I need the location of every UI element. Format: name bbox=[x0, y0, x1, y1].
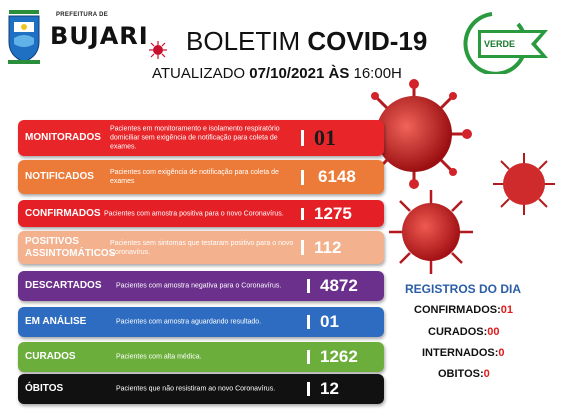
virus-bottom-icon bbox=[385, 186, 477, 278]
stat-description: Pacientes com alta médica. bbox=[116, 353, 202, 361]
registro-obitos: OBITOS:0 bbox=[438, 368, 490, 380]
logo-prefeitura-text: PREFEITURA DE bbox=[56, 12, 109, 18]
stat-description: Pacientes com amostra positiva para o novo Coronavírus. bbox=[104, 210, 284, 217]
stat-row-3 bbox=[18, 200, 384, 227]
stat-value: 6148 bbox=[318, 167, 356, 186]
stat-divider bbox=[307, 279, 310, 293]
virus-small-icon bbox=[148, 40, 168, 60]
title-main: COVID-19 bbox=[307, 26, 428, 56]
stat-label: CONFIRMADOS bbox=[25, 207, 101, 219]
logo-city-text: BUJARI bbox=[50, 22, 149, 50]
stat-divider bbox=[301, 208, 304, 220]
stat-divider bbox=[301, 170, 304, 185]
status-flag-label: VERDE bbox=[484, 39, 516, 49]
page-title bbox=[186, 26, 427, 57]
coat-of-arms-icon bbox=[6, 8, 42, 66]
stat-divider bbox=[307, 315, 310, 329]
stat-divider bbox=[307, 382, 310, 396]
title-prefix: BOLETIM bbox=[186, 26, 301, 56]
stat-value: 1275 bbox=[314, 203, 352, 223]
stat-label: ÓBITOS bbox=[25, 383, 64, 394]
virus-right-icon bbox=[490, 150, 558, 218]
stat-label: EM ANÁLISE bbox=[25, 316, 87, 327]
stat-row-8 bbox=[18, 374, 384, 404]
registros-title: REGISTROS DO DIA bbox=[405, 282, 522, 296]
stat-divider bbox=[301, 240, 304, 255]
stat-row-7 bbox=[18, 342, 384, 372]
stat-divider bbox=[301, 130, 304, 146]
stat-description: Pacientes sem sintomas que testaram positivo para o novo Coronavírus. bbox=[110, 239, 294, 256]
updated-date: 07/10/2021 ÀS bbox=[249, 65, 350, 82]
stat-description: Pacientes em monitoramento e isolamento respiratório domiciliar sem exigência de notificação para coleta de exames. bbox=[110, 125, 280, 151]
stat-row-1 bbox=[18, 120, 384, 156]
stat-row-5 bbox=[18, 271, 384, 301]
registro-curados: CURADOS:00 bbox=[428, 326, 500, 338]
updated-time: 16:00H bbox=[353, 65, 402, 82]
stat-value: 1262 bbox=[320, 347, 358, 366]
stat-description: Pacientes com exigência de notificação para coleta de exames bbox=[110, 169, 279, 185]
stat-row-2 bbox=[18, 160, 384, 194]
stat-description: Pacientes que não resistiram ao novo Coronavírus. bbox=[116, 385, 276, 393]
registro-confirmados: CONFIRMADOS:01 bbox=[414, 304, 514, 316]
bujari-logo bbox=[6, 8, 149, 74]
registro-internados: INTERNADOS:0 bbox=[422, 347, 505, 359]
stat-description: Pacientes com amostra negativa para o Coronavírus. bbox=[116, 282, 282, 290]
stat-value: 112 bbox=[314, 237, 342, 257]
stat-label: MONITORADOS bbox=[25, 132, 101, 143]
stat-label: POSITIVOS ASSINTOMÁTICOS bbox=[25, 235, 116, 259]
stat-description: Pacientes com amostra aguardando resultado. bbox=[116, 318, 262, 326]
stat-value: 01 bbox=[314, 125, 336, 150]
stat-value: 01 bbox=[320, 312, 339, 331]
stat-value: 4872 bbox=[320, 276, 358, 295]
stat-row-6 bbox=[18, 307, 384, 337]
stat-value: 12 bbox=[320, 379, 339, 398]
stat-label: NOTIFICADOS bbox=[25, 171, 94, 182]
updated-prefix: ATUALIZADO bbox=[152, 65, 246, 82]
stat-row-4 bbox=[18, 231, 384, 264]
stat-divider bbox=[307, 350, 310, 364]
stat-label: DESCARTADOS bbox=[25, 280, 102, 291]
stat-label: CURADOS bbox=[25, 351, 76, 362]
